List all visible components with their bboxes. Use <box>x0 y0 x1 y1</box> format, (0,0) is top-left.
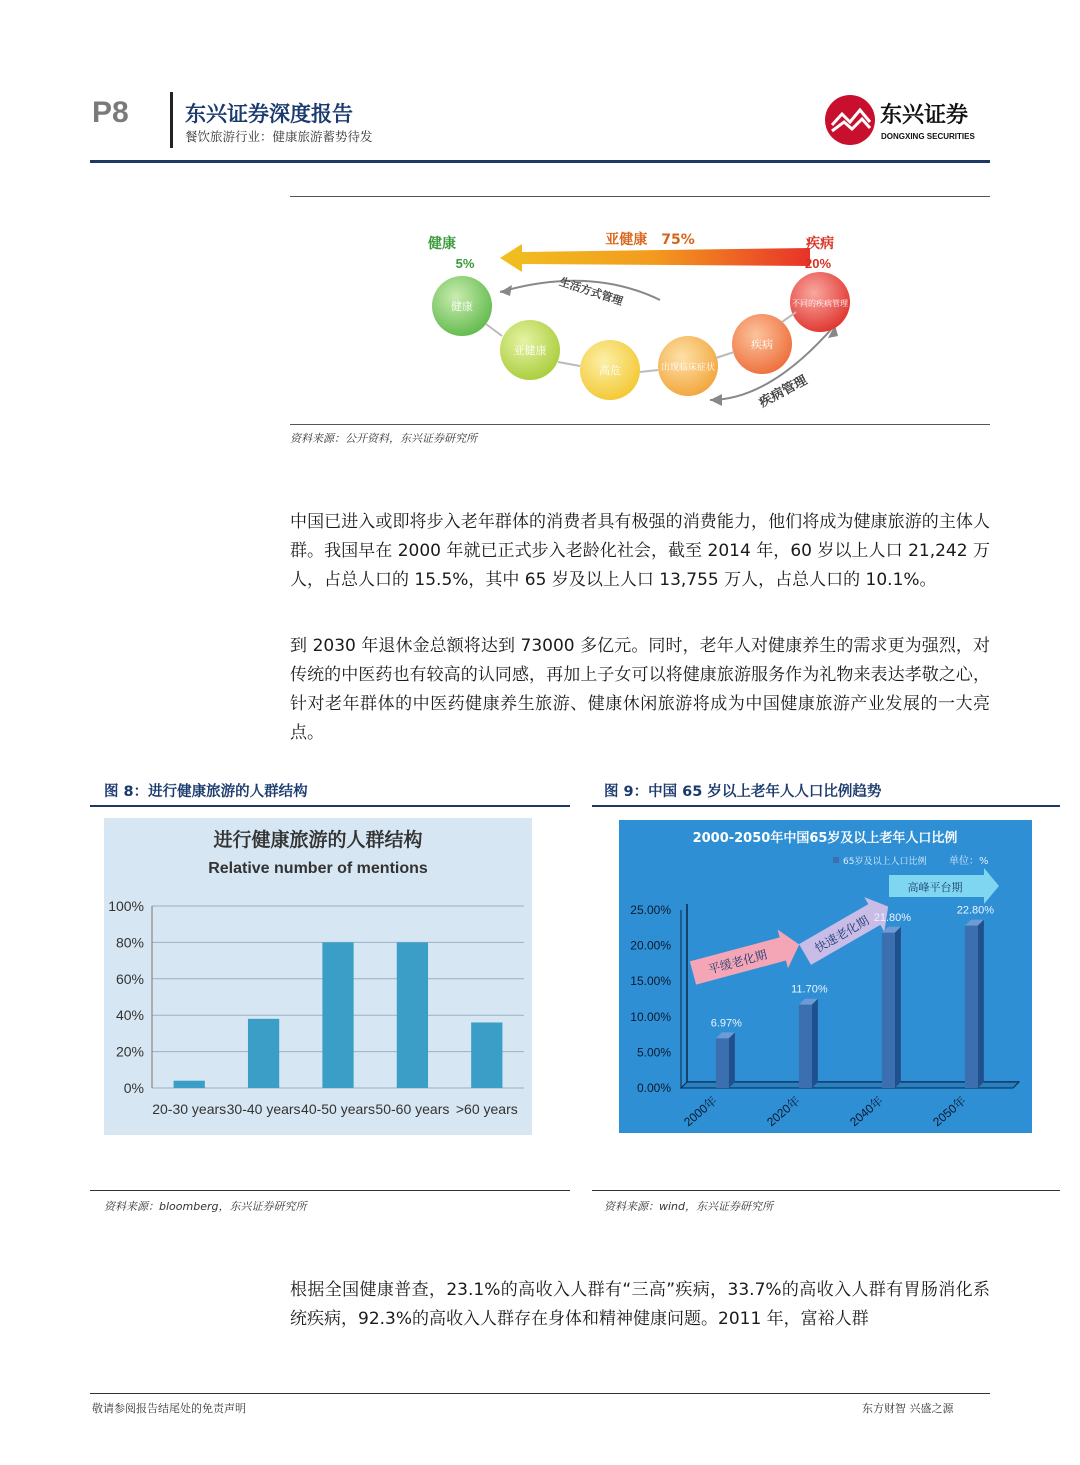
chart9-legend-swatch <box>833 857 839 863</box>
svg-text:亚健康: 亚健康 <box>513 344 547 357</box>
svg-text:不同的疾病管理: 不同的疾病管理 <box>792 299 848 308</box>
logo-text-cn: 东兴证券 <box>880 103 969 128</box>
chart8-bar <box>174 1081 205 1088</box>
report-subtitle: 餐饮旅游行业：健康旅游蓄势待发 <box>185 129 373 144</box>
footer-disclaimer: 敬请参阅报告结尾处的免责声明 <box>92 1402 246 1415</box>
chart8-bar <box>397 942 428 1088</box>
header-rule <box>90 160 990 163</box>
chart9-y-tick-label: 15.00% <box>630 974 671 989</box>
chart8-x-tick-label: >60 years <box>455 1101 518 1117</box>
chart9-bar-side <box>729 1032 735 1088</box>
chart9-data-label: 22.80% <box>956 904 995 917</box>
figure9-source: 资料来源：wind，东兴证券研究所 <box>604 1200 774 1213</box>
chart8-y-tick-label: 100% <box>108 898 144 914</box>
logo-text-en: DONGXING SECURITIES <box>881 132 975 141</box>
arrow-fast-aging-label: 快速老化期 <box>812 913 872 956</box>
chart9-data-label: 11.70% <box>791 983 828 996</box>
figure9-caption-rule <box>592 805 1060 807</box>
chart9-bar <box>882 933 895 1088</box>
chart8-bar <box>248 1019 279 1088</box>
svg-text:高危: 高危 <box>599 364 621 377</box>
health-spectrum-diagram <box>290 200 990 420</box>
figure-top-bottom-rule <box>290 424 990 425</box>
svg-text:疾病: 疾病 <box>751 338 773 351</box>
figure-top-rule <box>290 196 990 197</box>
chart8-y-tick-label: 60% <box>115 970 144 987</box>
subhealth-arrow <box>500 244 810 272</box>
chart9-y-tick-label: 20.00% <box>630 938 671 953</box>
health-label: 健康 <box>428 236 456 252</box>
chart9-bar-side <box>895 927 901 1088</box>
chart8-bar <box>322 942 353 1088</box>
chart9-data-label: 6.97% <box>710 1017 742 1030</box>
chart8-x-tick-label: 50-60 years <box>375 1101 450 1117</box>
chart8-x-tick-label: 20-30 years <box>152 1101 227 1117</box>
arrow-peak-plateau-label: 高峰平台期 <box>907 881 963 894</box>
chart8-y-tick-label: 0% <box>123 1080 144 1096</box>
chart9-y-tick-label: 0.00% <box>636 1081 671 1095</box>
chart9-bar-side <box>812 999 818 1088</box>
chart9-unit: 单位：% <box>949 856 989 867</box>
chart9-title: 2000-2050年中国65岁及以上老年人口比例 <box>692 831 958 846</box>
chart8-bar <box>471 1022 502 1088</box>
chart9-y-tick-label: 25.00% <box>630 903 671 917</box>
footer-rule <box>90 1393 990 1394</box>
figure8-source: 资料来源：bloomberg，东兴证券研究所 <box>104 1200 307 1213</box>
figure8-caption-rule <box>90 805 570 807</box>
figure9-bottom-rule <box>592 1190 1060 1191</box>
chart9-bar <box>799 1005 812 1088</box>
chart8-y-tick-label: 40% <box>115 1007 144 1024</box>
subhealth-label: 亚健康 75% <box>605 232 695 248</box>
svg-text:健康: 健康 <box>451 300 473 313</box>
chart9-bar <box>716 1038 729 1088</box>
lifestyle-management-label: 生活方式管理 <box>557 275 625 309</box>
paragraph-3: 根据全国健康普查，23.1%的高收入人群有“三高”疾病，33.7%的高收入人群有胃肠消化系统疾病，92.3%的高收入人群存在身体和精神健康问题。2011 年，富裕人群 <box>290 1280 990 1329</box>
chart9-x-tick-label: 2020年 <box>764 1093 803 1130</box>
figure8-chart <box>104 818 532 1135</box>
chart9-legend: 65岁及以上人口比例 <box>843 857 927 867</box>
report-title: 东兴证券深度报告 <box>185 102 353 126</box>
chart9-y-tick-label: 5.00% <box>636 1045 671 1060</box>
chart8-subtitle: Relative number of mentions <box>208 860 428 877</box>
chart9-x-tick-label: 2000年 <box>681 1093 720 1130</box>
chart8-x-tick-label: 30-40 years <box>226 1101 301 1117</box>
chart9-x-tick-label: 2040年 <box>847 1093 886 1130</box>
chart9-x-tick-label: 2050年 <box>930 1093 969 1130</box>
health-pct: 5% <box>455 256 475 271</box>
paragraph-1: 中国已进入或即将步入老年群体的消费者具有极强的消费能力，他们将成为健康旅游的主体人群。我国早在 2000 年就已正式步入老龄化社会，截至 2014 年，60 岁以上人口 21,242 万人，占总人口的 15.5%，其中 65 岁及以上人口 13,755 万人，占总人口的 10.1%。 <box>290 512 990 590</box>
chart8-title: 进行健康旅游的人群结构 <box>213 829 423 851</box>
page-number: P8 <box>92 96 129 129</box>
figure8-bottom-rule <box>90 1190 570 1191</box>
chart9-bar-side <box>978 920 984 1088</box>
chart8-y-tick-label: 20% <box>115 1043 144 1060</box>
figure-top-source: 资料来源：公开资料，东兴证券研究所 <box>290 432 477 445</box>
figure9-chart <box>619 820 1032 1133</box>
figure9-caption: 图 9：中国 65 岁以上老年人人口比例趋势 <box>604 784 882 800</box>
chart9-bar <box>965 926 978 1088</box>
chart8-y-tick-label: 80% <box>115 934 144 951</box>
company-logo <box>822 92 992 148</box>
disease-management-label: 疾病管理 <box>756 373 810 411</box>
chart9-y-tick-label: 10.00% <box>630 1009 671 1024</box>
paragraph-2: 到 2030 年退休金总额将达到 73000 多亿元。同时，老年人对健康养生的需求更为强烈，对传统的中医药也有较高的认同感，再加上子女可以将健康旅游服务作为礼物来表达孝敬之心，针对老年群体的中医药健康养生旅游、健康休闲旅游将成为中国健康旅游产业发展的一大亮点。 <box>290 636 990 743</box>
header-divider <box>170 92 173 148</box>
chart9-data-label: 21.80% <box>873 911 912 924</box>
arrow-slow-aging-label: 平缓老化期 <box>706 947 769 977</box>
svg-text:出现临床症状: 出现临床症状 <box>660 363 716 373</box>
disease-label: 疾病 <box>806 236 834 252</box>
figure8-caption: 图 8：进行健康旅游的人群结构 <box>104 784 308 800</box>
footer-slogan: 东方财智 兴盛之源 <box>862 1402 954 1415</box>
disease-pct: 20% <box>804 256 832 271</box>
chart8-x-tick-label: 40-50 years <box>301 1101 375 1117</box>
